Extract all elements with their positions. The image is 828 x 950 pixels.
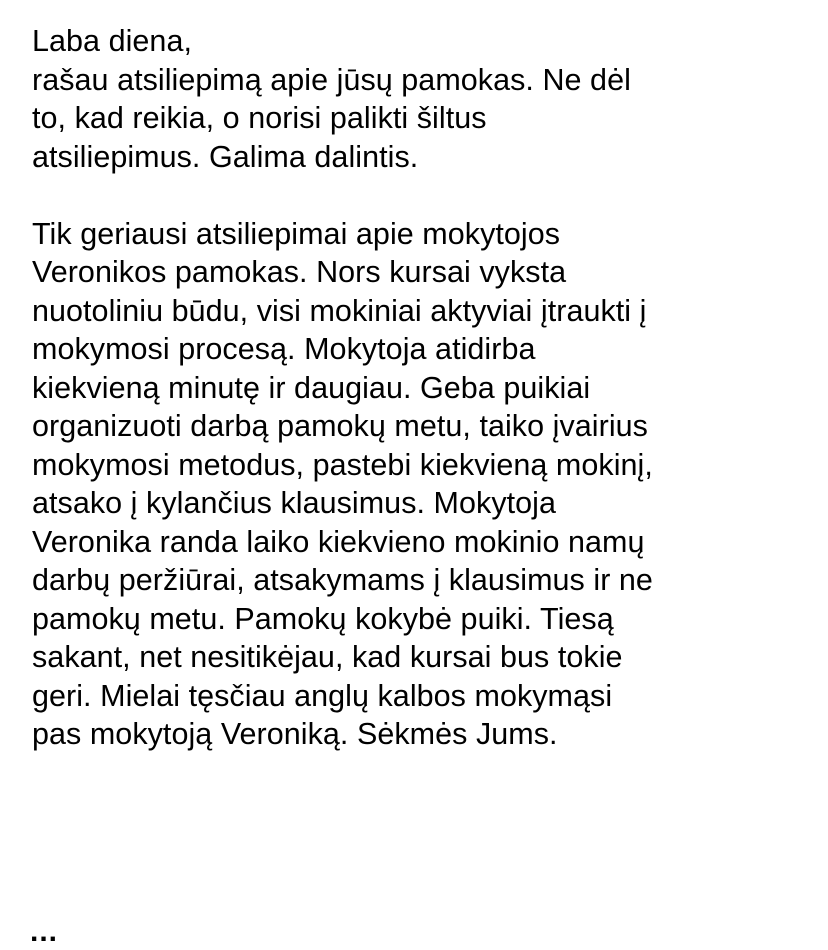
message-line: Veronika randa laiko kiekvieno mokinio namų bbox=[32, 524, 645, 559]
message-line: organizuoti darbą pamokų metu, taiko įvairius bbox=[32, 409, 648, 443]
message-line: nuotoliniu būdu, visi mokiniai aktyviai įtraukti į bbox=[32, 293, 647, 328]
message-line: pas mokytoją Veroniką. Sėkmės Jums. bbox=[32, 717, 558, 751]
message-line: Veronikos pamokas. Nors kursai vyksta bbox=[32, 255, 567, 289]
message-line: mokymosi metodus, pastebi kiekvieną mokinį, bbox=[32, 447, 653, 482]
message-line: mokymosi procesą. Mokytoja atidirba bbox=[32, 332, 536, 366]
message-line: Tik geriausi atsiliepimai apie mokytojos bbox=[32, 216, 561, 251]
paragraph-spacer bbox=[32, 176, 818, 215]
message-line: kiekvieną minutę ir daugiau. Geba puikiai bbox=[32, 370, 591, 405]
message-line: darbų peržiūrai, atsakymams į klausimus ir ne bbox=[32, 563, 653, 597]
message-line: rašau atsiliepimą apie jūsų pamokas. Ne dėl bbox=[32, 62, 631, 97]
message-line: atsiliepimus. Galima dalintis. bbox=[32, 139, 419, 174]
message-line: atsako į kylančius klausimus. Mokytoja bbox=[32, 486, 556, 520]
message-line: geri. Mielai tęsčiau anglų kalbos mokymąsi bbox=[32, 678, 613, 713]
paragraph-greeting bbox=[32, 22, 818, 176]
message-body bbox=[32, 22, 818, 754]
message-line: Laba diena, bbox=[32, 24, 192, 58]
message-line: sakant, net nesitikėjau, kad kursai bus tokie bbox=[32, 640, 623, 674]
paragraph-review bbox=[32, 215, 818, 754]
message-line: to, kad reikia, o norisi palikti šiltus bbox=[32, 101, 487, 135]
message-line: pamokų metu. Pamokų kokybė puiki. Tiesą bbox=[32, 601, 614, 636]
more-ellipsis-button[interactable]: ... bbox=[30, 915, 59, 948]
